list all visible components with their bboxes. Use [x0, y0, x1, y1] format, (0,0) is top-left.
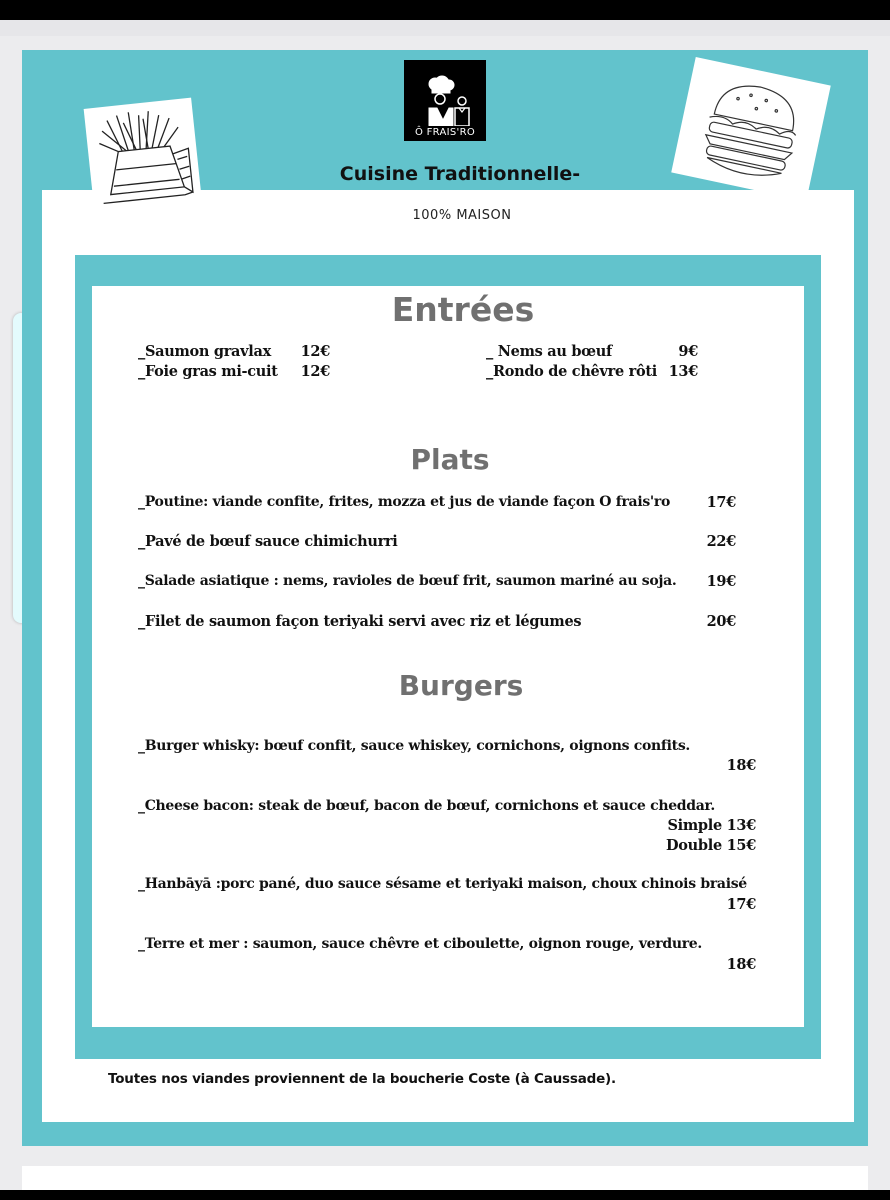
menu-item-price-simple: Simple 13€: [667, 817, 756, 834]
viewer-toolbar-shadow: [0, 20, 890, 36]
menu-item-name: _Burger whisky: bœuf confit, sauce whiskey, cornichons, oignons confits.: [138, 738, 690, 754]
menu-item-price: 12€: [300, 343, 330, 360]
section-title-burgers: Burgers: [398, 669, 524, 702]
menu-item-price: 19€: [706, 573, 736, 590]
top-status-bar: [0, 0, 890, 20]
menu-item-name: _Hanbāyā :porc pané, duo sauce sésame et teriyaki maison, choux chinois braisé: [138, 876, 747, 892]
menu-item-name: _Poutine: viande confite, frites, mozza et jus de viande façon O frais'ro: [138, 494, 671, 510]
menu-item-price: 13€: [668, 363, 698, 380]
meat-origin-note: Toutes nos viandes proviennent de la boucherie Coste (à Caussade).: [108, 1071, 616, 1087]
menu-item-price: 12€: [300, 363, 330, 380]
menu-item-name: _Rondo de chêvre rôti: [486, 363, 657, 380]
section-title-entrees: Entrées: [391, 290, 535, 329]
bottom-navigation-bar: [0, 1190, 890, 1200]
menu-item-name: _Cheese bacon: steak de bœuf, bacon de bœuf, cornichons et sauce cheddar.: [138, 798, 715, 814]
menu-item-price: 17€: [726, 896, 756, 913]
fries-icon: [84, 98, 203, 217]
menu-item-price-double: Double 15€: [666, 837, 756, 854]
menu-item-name: _Terre et mer : saumon, sauce chêvre et ciboulette, oignon rouge, verdure.: [138, 936, 702, 952]
fries-illustration: [84, 98, 203, 217]
menu-item-price: 18€: [726, 757, 756, 774]
menu-item-name: _ Nems au bœuf: [486, 343, 612, 360]
restaurant-logo: [404, 60, 486, 141]
chef-logo-icon: [415, 74, 475, 126]
menu-content: [92, 286, 804, 1027]
menu-item-name: _Salade asiatique : nems, ravioles de bœuf frit, saumon mariné au soja.: [138, 573, 677, 589]
menu-item-name: _Filet de saumon façon teriyaki servi avec riz et légumes: [138, 613, 582, 630]
menu-item-price: 9€: [678, 343, 698, 360]
menu-page: [22, 50, 868, 1146]
menu-item-name: _Foie gras mi-cuit: [138, 363, 278, 380]
menu-item-price: 20€: [706, 613, 736, 630]
menu-item-price: 22€: [706, 533, 736, 550]
menu-title: Cuisine Traditionnelle-: [339, 163, 581, 185]
menu-subtitle: 100% MAISON: [412, 208, 512, 223]
menu-frame: [75, 255, 821, 1059]
menu-item-price: 18€: [726, 956, 756, 973]
menu-item-name: _Pavé de bœuf sauce chimichurri: [138, 533, 398, 550]
menu-item-price: 17€: [706, 494, 736, 511]
logo-text: Ô FRAIS'RO: [414, 127, 476, 138]
menu-item-name: _Saumon gravlax: [138, 343, 271, 360]
section-title-plats: Plats: [410, 443, 490, 476]
